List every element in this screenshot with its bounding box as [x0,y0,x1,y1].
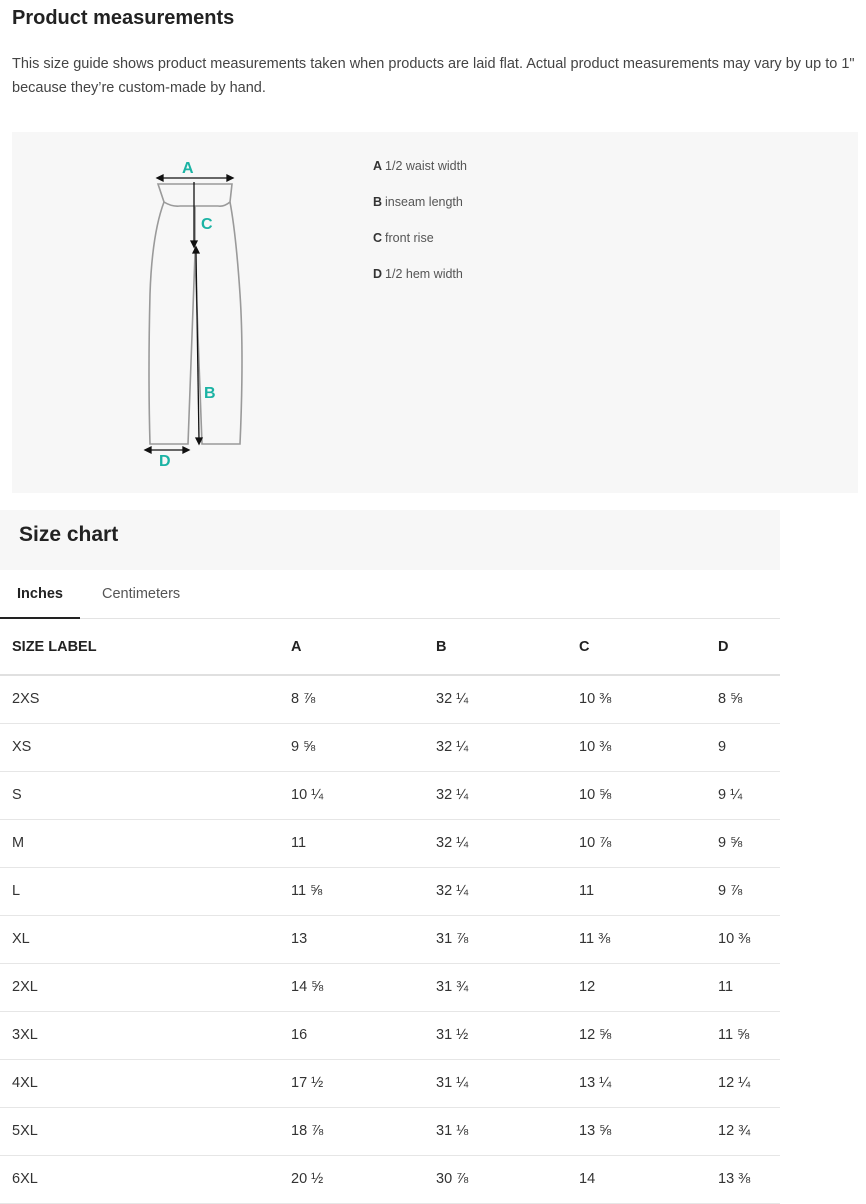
cell-a: 11 ⅝ [291,867,436,915]
cell-c: 14 [579,1155,718,1203]
cell-a: 13 [291,915,436,963]
cell-b: 31 ⅞ [436,915,579,963]
size-chart-title: Size chart [19,523,119,546]
cell-size-label: XS [0,723,291,771]
measure-a-arrow [157,175,233,181]
column-header-size-label: SIZE LABEL [0,620,291,675]
cell-b: 32 ¼ [436,771,579,819]
cell-b: 31 ¼ [436,1059,579,1107]
pants-outline [149,184,242,444]
cell-c: 13 ¼ [579,1059,718,1107]
table-row [0,1107,780,1155]
table-row [0,1059,780,1107]
cell-c: 10 ⅜ [579,723,718,771]
cell-size-label: 4XL [0,1059,291,1107]
cell-size-label: 5XL [0,1107,291,1155]
table-row [0,963,780,1011]
cell-a: 11 [291,819,436,867]
page-title: Product measurements [12,7,235,29]
column-header-b: B [436,620,579,675]
cell-c: 10 ⅜ [579,675,718,723]
cell-size-label: M [0,819,291,867]
cell-c: 13 ⅝ [579,1107,718,1155]
cell-a: 10 ¼ [291,771,436,819]
measurement-legend [373,158,467,302]
cell-a: 17 ½ [291,1059,436,1107]
measure-c-arrow [191,182,197,247]
diagram-label-b: B [204,385,216,402]
column-header-c: C [579,620,718,675]
cell-d: 12 ¼ [718,1059,780,1107]
cell-b: 31 ¾ [436,963,579,1011]
unit-tabs [0,570,780,619]
table-row [0,771,780,819]
tab-inches[interactable]: Inches [0,570,80,619]
legend-item: B inseam length [373,195,463,209]
diagram-label-c: C [201,216,213,233]
cell-d: 9 ⅞ [718,867,780,915]
legend-item: D 1/2 hem width [373,267,463,281]
size-table [0,620,780,1204]
cell-c: 10 ⅝ [579,771,718,819]
column-header-a: A [291,620,436,675]
cell-size-label: 2XL [0,963,291,1011]
cell-c: 12 [579,963,718,1011]
cell-d: 13 ⅜ [718,1155,780,1203]
cell-size-label: XL [0,915,291,963]
cell-a: 14 ⅝ [291,963,436,1011]
cell-size-label: 6XL [0,1155,291,1203]
diagram-label-a: A [182,160,194,177]
cell-size-label: S [0,771,291,819]
diagram-label-d: D [159,453,171,470]
cell-a: 20 ½ [291,1155,436,1203]
cell-d: 11 [718,963,780,1011]
column-header-d: D [718,620,780,675]
table-header-row [0,620,780,675]
legend-item: A 1/2 waist width [373,159,468,173]
intro-text: This size guide shows product measurements taken when products are laid flat. Actual product measurements may vary by up to 1" because they’re custom-made by hand. [12,56,855,96]
cell-c: 12 ⅝ [579,1011,718,1059]
cell-a: 8 ⅞ [291,675,436,723]
measurement-guide [12,132,858,493]
cell-size-label: L [0,867,291,915]
cell-d: 9 ⅝ [718,819,780,867]
table-row [0,915,780,963]
table-row [0,1011,780,1059]
cell-c: 11 [579,867,718,915]
legend-item: C front rise [373,231,434,245]
cell-d: 9 ¼ [718,771,780,819]
cell-size-label: 3XL [0,1011,291,1059]
cell-a: 16 [291,1011,436,1059]
cell-b: 32 ¼ [436,819,579,867]
cell-b: 31 ½ [436,1011,579,1059]
cell-c: 10 ⅞ [579,819,718,867]
table-row [0,819,780,867]
cell-d: 12 ¾ [718,1107,780,1155]
cell-b: 31 ⅛ [436,1107,579,1155]
table-row [0,675,780,723]
table-row [0,723,780,771]
cell-d: 9 [718,723,780,771]
cell-d: 11 ⅝ [718,1011,780,1059]
table-row [0,1155,780,1203]
cell-d: 10 ⅜ [718,915,780,963]
cell-d: 8 ⅝ [718,675,780,723]
table-row [0,867,780,915]
cell-a: 18 ⅞ [291,1107,436,1155]
cell-size-label: 2XS [0,675,291,723]
cell-b: 30 ⅞ [436,1155,579,1203]
pants-diagram [140,154,250,474]
cell-b: 32 ¼ [436,867,579,915]
cell-a: 9 ⅝ [291,723,436,771]
cell-c: 11 ⅜ [579,915,718,963]
tab-centimeters[interactable]: Centimeters [102,586,181,602]
cell-b: 32 ¼ [436,675,579,723]
cell-b: 32 ¼ [436,723,579,771]
size-chart-header [0,510,780,570]
size-table-body [0,675,780,1203]
